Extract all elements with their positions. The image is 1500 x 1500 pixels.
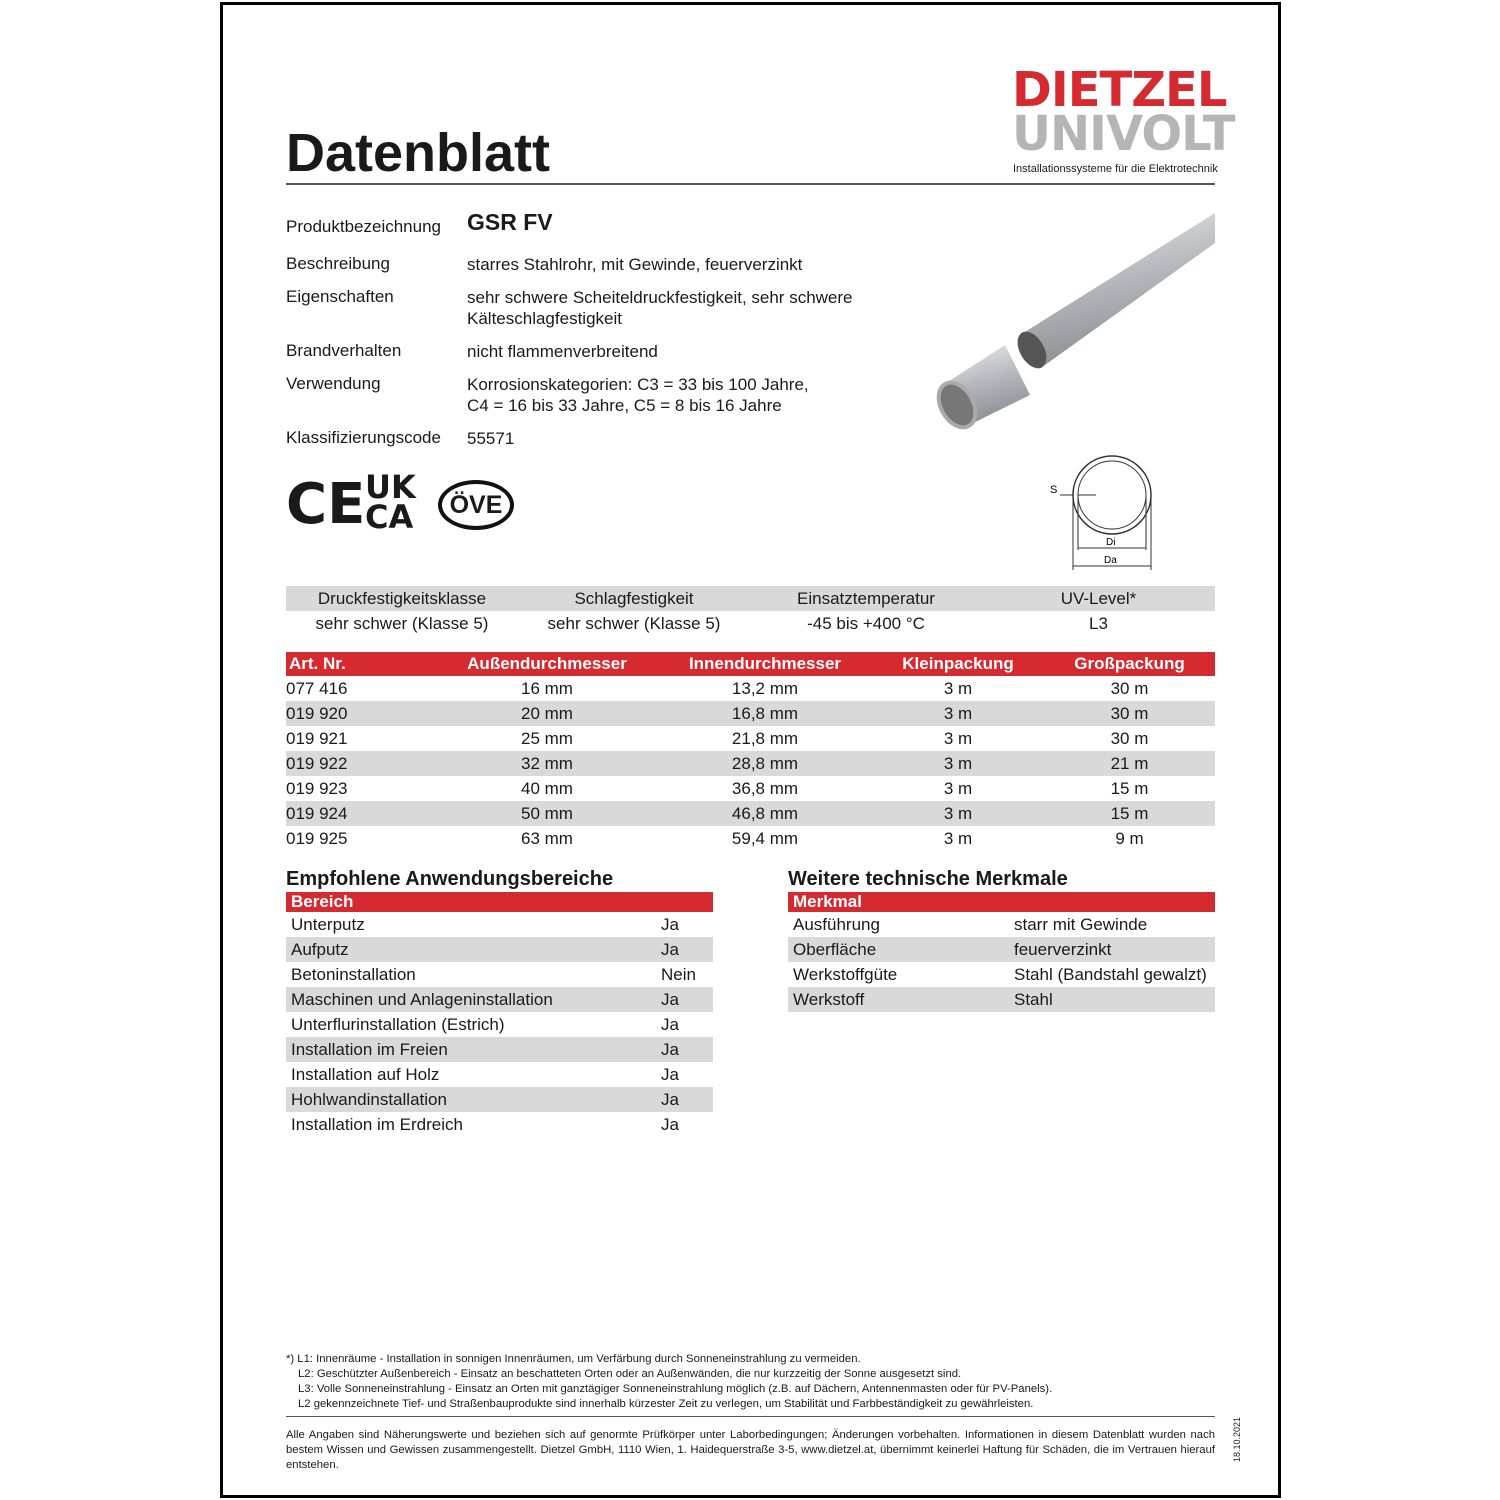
article-cell: 46,8 mm xyxy=(658,801,872,826)
table-row xyxy=(286,937,713,962)
table-row xyxy=(286,1062,713,1087)
property-value-line: C4 = 16 bis 33 Jahre, C5 = 8 bis 16 Jahre xyxy=(467,396,782,415)
document-date: 18.10.2021 xyxy=(1232,1416,1242,1462)
row-value: Ja xyxy=(661,1065,679,1084)
row-value: Stahl xyxy=(1014,990,1053,1009)
s-label: S xyxy=(1050,484,1058,496)
table-row xyxy=(788,912,1215,937)
row-value: Stahl (Bandstahl gewalzt) xyxy=(1014,965,1207,984)
article-cell: 50 mm xyxy=(436,801,658,826)
table-header xyxy=(286,892,713,912)
article-cell: 019 923 xyxy=(286,779,348,798)
applications-title: Empfohlene Anwendungsbereiche xyxy=(286,868,614,890)
article-cell: 16,8 mm xyxy=(658,701,872,726)
property-value-line: starres Stahlrohr, mit Gewinde, feuerverzinkt xyxy=(467,255,803,274)
article-cell: 3 m xyxy=(943,679,973,698)
table-row xyxy=(788,937,1215,962)
features-table xyxy=(788,892,1215,1012)
article-cell: 16 mm xyxy=(521,679,573,698)
disclaimer: Alle Angaben sind Näherungswerte und beziehen sich auf genormte Prüfkörper unter Laborbedingungen; Änderungen vorbehalten. Informationen in diesem Datenblatt wurden nach bestem Wissen und Gewissen zusammengestellt. Dietzel GmbH, 1110 Wien, 1. Haidequerstraße 3-5, www.dietzel.at, übernimmt keinerlei Haftung für Schäden, die im Vertrauen hierauf entstehen. xyxy=(286,1429,1215,1471)
row-value: Ja xyxy=(661,1015,679,1034)
header-label: Merkmal xyxy=(793,892,862,911)
property-value xyxy=(467,209,917,235)
logo-tagline: Installationssysteme für die Elektrotechnik xyxy=(1013,163,1218,175)
article-cell: 077 416 xyxy=(286,679,348,698)
article-cell: 25 mm xyxy=(521,729,573,748)
footnote-line: L3: Volle Sonneneinstrahlung - Einsatz an Orten mit ganztägiger Sonneneinstrahlung möglich (z.B. auf Dächern, Antennenmasten oder für PV-Panels). xyxy=(298,1383,1053,1395)
table-row xyxy=(286,1037,713,1062)
row-label: Betoninstallation xyxy=(291,965,416,984)
row-value: Ja xyxy=(661,940,679,959)
row-value: Ja xyxy=(661,1115,679,1134)
di-label: Di xyxy=(1106,537,1116,548)
article-cell: 30 m xyxy=(1044,701,1215,726)
article-cell: 36,8 mm xyxy=(731,779,799,798)
spec-table xyxy=(286,586,1215,636)
article-cell: 30 m xyxy=(1110,679,1149,698)
article-cell: 32 mm xyxy=(436,751,658,776)
property-label: Eigenschaften xyxy=(286,287,394,306)
property-value-line: Kälteschlagfestigkeit xyxy=(467,309,622,328)
footer-divider xyxy=(286,1416,1215,1417)
table-row xyxy=(286,1087,713,1112)
row-value: Nein xyxy=(661,965,696,984)
property-value-line: sehr schwere Scheiteldruckfestigkeit, sehr schwere xyxy=(467,288,853,307)
property-value xyxy=(467,254,917,275)
row-label: Werkstoff xyxy=(793,990,865,1009)
spec-value: sehr schwer (Klasse 5) xyxy=(547,614,721,633)
row-label: Hohlwandinstallation xyxy=(291,1090,447,1109)
article-cell: 019 925 xyxy=(286,829,348,848)
table-row xyxy=(788,987,1215,1012)
article-cell: 019 924 xyxy=(286,801,436,826)
article-cell: 30 m xyxy=(1110,729,1149,748)
article-cell: 15 m xyxy=(1110,779,1149,798)
row-value: feuerverzinkt xyxy=(1014,940,1112,959)
property-label: Produktbezeichnung xyxy=(286,217,442,236)
row-value: Ja xyxy=(661,1090,679,1109)
row-value: Ja xyxy=(661,990,679,1009)
article-cell: 3 m xyxy=(872,801,1044,826)
property-label: Brandverhalten xyxy=(286,341,402,360)
table-row xyxy=(286,912,713,937)
spec-header: Einsatztemperatur xyxy=(750,586,982,611)
features-title: Weitere technische Merkmale xyxy=(788,868,1068,890)
property-label: Beschreibung xyxy=(286,254,390,273)
row-label: Installation im Erdreich xyxy=(291,1115,463,1134)
property-value xyxy=(467,428,917,449)
logo-univolt: UNIVOLT xyxy=(1012,106,1235,162)
table-row xyxy=(286,1112,713,1137)
spec-value: -45 bis +400 °C xyxy=(807,614,925,633)
header-label: Bereich xyxy=(291,892,354,911)
article-cell: 3 m xyxy=(943,829,973,848)
row-value: Ja xyxy=(661,1040,679,1059)
article-cell: 3 m xyxy=(872,751,1044,776)
article-cell: 9 m xyxy=(1115,829,1144,848)
spec-value: sehr schwer (Klasse 5) xyxy=(315,614,489,633)
article-cell: 019 922 xyxy=(286,751,436,776)
row-label: Aufputz xyxy=(291,940,349,959)
property-value-line: nicht flammenverbreitend xyxy=(467,342,658,361)
row-label: Oberfläche xyxy=(793,940,877,959)
row-label: Werkstoffgüte xyxy=(793,965,898,984)
applications-table xyxy=(286,892,713,1137)
article-cell: 3 m xyxy=(872,701,1044,726)
table-row xyxy=(788,962,1215,987)
property-value xyxy=(467,374,917,416)
article-cell: 3 m xyxy=(943,779,973,798)
header-divider xyxy=(286,183,1215,185)
row-label: Installation auf Holz xyxy=(291,1065,440,1084)
row-label: Ausführung xyxy=(793,915,880,934)
product-image-steel-pipe xyxy=(935,205,1220,435)
table-row xyxy=(286,1012,713,1037)
spec-header: Schlagfestigkeit xyxy=(518,586,750,611)
row-label: Unterflurinstallation (Estrich) xyxy=(291,1015,505,1034)
table-row xyxy=(286,987,713,1012)
article-header: Großpackung xyxy=(1044,652,1215,676)
page-title: Datenblatt xyxy=(286,123,551,183)
spec-value: L3 xyxy=(1089,614,1108,633)
logo-dietzel: DIETZEL xyxy=(1012,62,1227,118)
row-label: Installation im Freien xyxy=(291,1040,448,1059)
property-value-line: 55571 xyxy=(467,429,515,448)
row-value: starr mit Gewinde xyxy=(1014,915,1148,934)
article-cell: 28,8 mm xyxy=(658,751,872,776)
article-header: Innendurchmesser xyxy=(658,652,872,676)
article-cell: 21 m xyxy=(1044,751,1215,776)
ukca-mark: UK CA xyxy=(365,468,416,536)
article-header: Art. Nr. xyxy=(286,652,436,676)
article-cell: 3 m xyxy=(943,729,973,748)
article-header: Kleinpackung xyxy=(872,652,1044,676)
article-cell: 019 920 xyxy=(286,701,436,726)
cross-section-diagram xyxy=(1040,450,1165,575)
article-cell: 21,8 mm xyxy=(731,729,799,748)
table-header xyxy=(788,892,1215,912)
article-cell: 15 m xyxy=(1044,801,1215,826)
article-header: Außendurchmesser xyxy=(436,652,658,676)
spec-header: UV-Level* xyxy=(982,586,1215,611)
article-cell: 13,2 mm xyxy=(731,679,799,698)
spec-header: Druckfestigkeitsklasse xyxy=(286,586,518,611)
article-cell: 59,4 mm xyxy=(731,829,799,848)
article-cell: 63 mm xyxy=(521,829,573,848)
property-value-line: GSR FV xyxy=(467,209,553,235)
property-value xyxy=(467,287,917,329)
row-value: Ja xyxy=(661,915,679,934)
article-cell: 019 921 xyxy=(286,729,348,748)
article-cell: 20 mm xyxy=(436,701,658,726)
property-value xyxy=(467,341,917,362)
da-label: Da xyxy=(1104,555,1117,566)
ce-mark: CE xyxy=(286,472,366,537)
footnote-line: L2: Geschützter Außenbereich - Einsatz an beschatteten Orten oder an Außenwänden, die nur kurzzeitig der Sonne ausgesetzt sind. xyxy=(298,1368,962,1380)
article-cell: 40 mm xyxy=(521,779,573,798)
row-label: Maschinen und Anlageninstallation xyxy=(291,990,553,1009)
ove-mark: ÖVE xyxy=(438,480,514,530)
property-value-line: Korrosionskategorien: C3 = 33 bis 100 Jahre, xyxy=(467,375,809,394)
article-table xyxy=(286,652,1215,851)
property-label: Verwendung xyxy=(286,374,381,393)
table-row xyxy=(286,962,713,987)
property-label: Klassifizierungscode xyxy=(286,428,441,447)
row-label: Unterputz xyxy=(291,915,365,934)
footnote-line: *) L1: Innenräume - Installation in sonnigen Innenräumen, um Verfärbung durch Sonneneinstrahlung zu vermeiden. xyxy=(286,1353,861,1365)
footnote-line: L2 gekennzeichnete Tief- und Straßenbauprodukte sind innerhalb kürzester Zeit zu verlegen, um Stabilität und Farbbeständigkeit zu gewährleisten. xyxy=(298,1398,1034,1410)
